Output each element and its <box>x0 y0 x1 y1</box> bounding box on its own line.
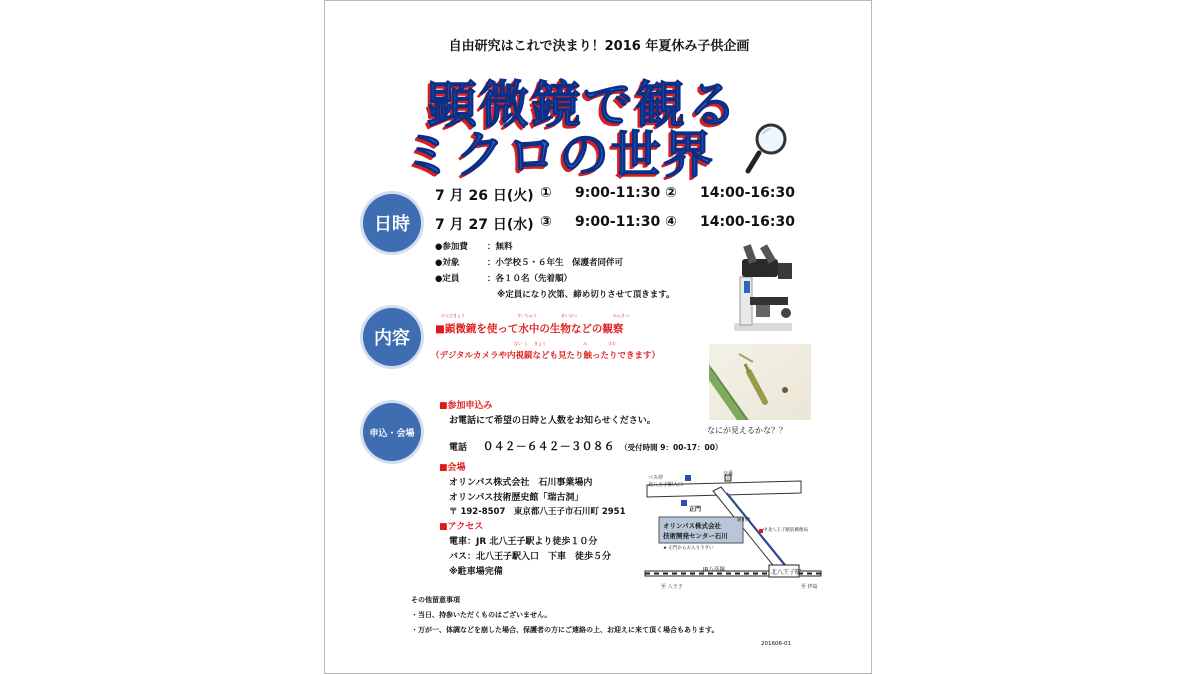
microscope-photo <box>709 344 811 420</box>
detail-target-label: ●対象 <box>435 258 460 268</box>
schedule-badge <box>363 194 421 252</box>
detail-fee-value: ：無料 <box>487 242 513 252</box>
venue-line-2: オリンパス技術歴史館「瑞古洞」 <box>449 493 584 503</box>
doc-code: 201606-01 <box>761 641 791 647</box>
apply-badge <box>363 403 421 461</box>
content-line-1: ■顕微鏡を使って水中の生物などの観察 <box>435 323 624 335</box>
detail-fee-label: ●参加費 <box>435 242 468 252</box>
detail-capacity-label: ●定員 <box>435 274 460 284</box>
access-line-3: ※駐車場完備 <box>449 567 503 577</box>
time-2: 14:00-16:30 <box>700 185 795 201</box>
slot-4: ④ <box>665 214 677 230</box>
map-railway-line: JR八高線 <box>703 567 725 573</box>
time-3: 9:00-11:30 <box>575 214 661 230</box>
note-item-2: ・万が一、体調などを崩した場合、保護者の方にご連絡の上、お迎えに来て頂く場合もあります。 <box>411 626 719 634</box>
date: 7 月 26 日(火) <box>435 188 534 204</box>
flyer <box>324 0 872 674</box>
map-bus-stop-name: 北八王子駅入口 <box>648 482 684 488</box>
title-line-1: 顕微鏡で観る <box>427 76 739 134</box>
header-text: 自由研究はこれで決まり！2016 年夏休み子供企画 <box>448 39 750 54</box>
time-1: 9:00-11:30 <box>575 185 661 201</box>
slot-1: ① <box>540 185 552 201</box>
map-post-office: 中北八王子駅前郵便局 <box>763 528 808 533</box>
map-building-2: 技術開発センター石川 <box>663 532 728 540</box>
apply-label: 申込・会場 <box>369 428 415 439</box>
map-station: 北八王子駅 <box>771 569 802 576</box>
phone-row <box>449 435 722 454</box>
map-to-hachioji: 至 八王子 <box>661 584 683 590</box>
furigana-8: み <box>583 341 587 346</box>
photo-caption: なにが見えるかな？？ <box>707 426 787 435</box>
access-line-2: バス：北八王子駅入口 下車 徒歩５分 <box>449 552 612 562</box>
schedule-row-1 <box>435 185 534 205</box>
date: 7 月 27 日(水) <box>435 217 534 233</box>
furigana-4: かんさつ <box>613 313 629 318</box>
detail-target-value: ：小学校５・６年生 保護者同伴可 <box>487 258 624 268</box>
time-4: 14:00-16:30 <box>700 214 795 230</box>
title-line-2: ミクロの世界 <box>403 126 715 184</box>
access-line-1: 電車：JR 北八王子駅より徒歩１０分 <box>449 537 598 547</box>
map-building-1: オリンパス株式会社 <box>663 522 722 530</box>
magnifier-icon <box>743 119 791 175</box>
map-route: 通用門 <box>737 518 751 523</box>
furigana-1: けんびきょう <box>441 313 465 318</box>
schedule-row-2 <box>435 214 534 234</box>
apply-text: お電話にて希望の日時と人数をお知らせください。 <box>449 416 656 426</box>
phone-number: ０４２－６４２－３０８６ <box>482 440 615 453</box>
access-heading: ■アクセス <box>439 522 484 532</box>
content-line-2: （デジタルカメラや内視鏡なども見たり触ったりできます） <box>431 351 660 361</box>
microscope-image <box>720 237 800 333</box>
schedule-label: 日時 <box>374 214 410 235</box>
slot-2: ② <box>665 185 677 201</box>
phone-hours: （受付時間 9：00-17：00） <box>620 443 723 452</box>
detail-capacity-value: ：各１０名（先着順） <box>487 274 573 284</box>
content-label: 内容 <box>374 328 410 349</box>
map-police: 交番 <box>723 471 734 477</box>
map-gate-note: ★ 正門からお入り下さい <box>663 546 714 551</box>
furigana-7: きょう <box>534 341 546 346</box>
furigana-6: し <box>524 341 528 346</box>
venue-heading: ■会場 <box>439 463 466 473</box>
phone-label: 電話 <box>449 443 468 453</box>
map-bus-stop: バス停 <box>648 475 664 481</box>
map-gate: 正門 <box>689 506 702 513</box>
furigana-2: すいちゅう <box>517 313 537 318</box>
venue-line-1: オリンパス株式会社 石川事業場内 <box>449 478 593 488</box>
furigana-5: ない <box>514 341 522 346</box>
note-item-1: ・当日、持参いただくものはございません。 <box>411 611 552 619</box>
notes-title: その他留意事項 <box>411 596 460 604</box>
venue-line-3: 〒 192-8507 東京都八王子市石川町 2951 <box>449 507 626 517</box>
furigana-3: せいぶつ <box>561 313 577 318</box>
furigana-9: さわ <box>608 341 616 346</box>
capacity-note: ※定員になり次第、締め切りさせて頂きます。 <box>497 290 675 300</box>
content-badge <box>363 308 421 366</box>
slot-3: ③ <box>540 214 552 230</box>
apply-heading: ■参加申込み <box>439 401 493 411</box>
map-to-haijima: 至 拝島 <box>801 584 818 590</box>
